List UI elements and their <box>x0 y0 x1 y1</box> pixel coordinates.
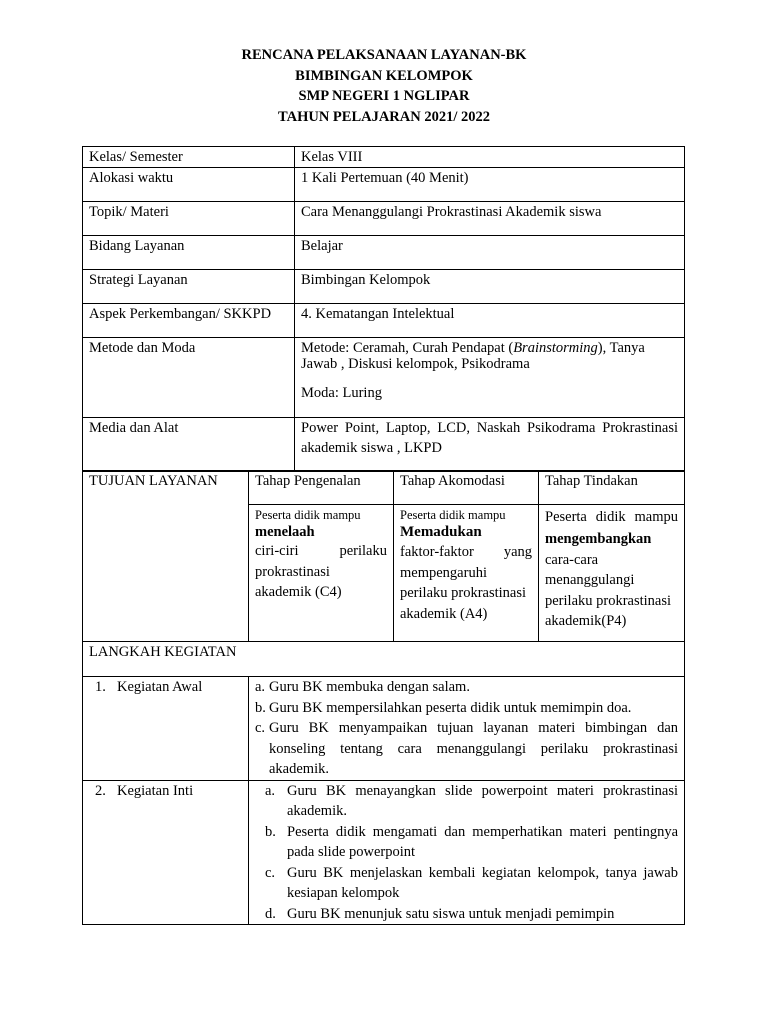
header-title: RENCANA PELAKSANAAN LAYANAN-BK <box>241 47 527 63</box>
list-text: Guru BK menayangkan slide powerpoint materi prokrastinasi akademik. <box>287 782 678 819</box>
table-row <box>83 202 685 236</box>
media-label: Media dan Alat <box>83 418 295 472</box>
metode-label: Metode dan Moda <box>83 338 295 418</box>
header-school: SMP NEGERI 1 NGLIPAR <box>298 88 470 104</box>
moda-value: Moda: Luring <box>301 385 382 401</box>
table-row <box>83 236 685 270</box>
kegiatan-awal-items <box>249 677 685 781</box>
kelas-value: Kelas VIII <box>295 147 685 168</box>
topik-label: Topik/ Materi <box>83 202 295 236</box>
list-marker: a. <box>265 782 276 799</box>
table-row <box>83 780 685 924</box>
list-marker: d. <box>265 905 276 922</box>
list-text: Guru BK menunjuk satu siswa untuk menjadi pemimpin <box>287 905 615 922</box>
list-text: Guru BK mempersilahkan peserta didik untuk memimpin doa. <box>269 699 632 716</box>
metode-value: Metode: Ceramah, Curah Pendapat (Brainstorming), Tanya Jawab , Diskusi kelompok, Psikodrama <box>301 340 645 372</box>
table-row <box>83 677 685 781</box>
aspek-label: Aspek Perkembangan/ SKKPD <box>83 304 295 338</box>
list-text: Guru BK menjelaskan kembali kegiatan kelompok, tanya jawab kesiapan kelompok <box>287 864 678 901</box>
media-value: Power Point, Laptop, LCD, Naskah Psikodrama Prokrastinasi akademik siswa , LKPD <box>295 418 685 472</box>
strategi-label: Strategi Layanan <box>83 270 295 304</box>
goal-pengenalan: Peserta didik mampu menelaah ciri-ciri perilaku prokrastinasi akademik (C4) <box>249 505 394 642</box>
header-subtitle: BIMBINGAN KELOMPOK <box>295 67 473 84</box>
kelas-label: Kelas/ Semester <box>83 147 295 168</box>
table-row <box>83 168 685 202</box>
info-table <box>82 146 685 472</box>
stage-pengenalan: Tahap Pengenalan <box>249 471 394 505</box>
awal-list <box>255 677 678 780</box>
kegiatan-awal-label: 1. Kegiatan Awal <box>83 677 249 781</box>
list-item <box>255 863 678 904</box>
table-row <box>83 418 685 472</box>
aspek-value: 4. Kematangan Intelektual <box>295 304 685 338</box>
list-marker: b. <box>255 699 266 716</box>
stage-akomodasi: Tahap Akomodasi <box>394 471 539 505</box>
bidang-label: Bidang Layanan <box>83 236 295 270</box>
list-item <box>255 822 678 863</box>
alokasi-value: 1 Kali Pertemuan (40 Menit) <box>295 168 685 202</box>
list-text: Peserta didik mengamati dan memperhatikan materi pentingnya pada slide powerpoint <box>287 823 678 860</box>
inti-list <box>255 781 678 924</box>
list-marker: a. <box>255 679 266 695</box>
brainstorming-term: Brainstorming <box>513 340 598 356</box>
goals-label: TUJUAN LAYANAN <box>83 471 249 642</box>
topik-value: Cara Menanggulangi Prokrastinasi Akademik siswa <box>295 202 685 236</box>
goals-table <box>82 470 685 677</box>
list-text: Guru BK menyampaikan tujuan layanan materi bimbingan dan konseling tentang cara menanggulangi perilaku prokrastinasi akademik. <box>269 720 678 777</box>
bidang-value: Belajar <box>295 236 685 270</box>
list-item <box>255 677 678 698</box>
table-row <box>83 338 685 418</box>
steps-table <box>82 676 685 925</box>
table-row <box>83 147 685 168</box>
list-item <box>255 904 678 924</box>
metode-value-cell <box>295 338 685 418</box>
goal-akomodasi: Peserta didik mampu Memadukan faktor-faktor yang mempengaruhi perilaku prokrastinasi akademik (A4) <box>394 505 539 642</box>
stage-tindakan: Tahap Tindakan <box>539 471 685 505</box>
table-row <box>83 304 685 338</box>
table-row <box>83 270 685 304</box>
strategi-value: Bimbingan Kelompok <box>295 270 685 304</box>
list-item <box>255 698 678 719</box>
kegiatan-inti-items <box>249 780 685 924</box>
list-item <box>255 718 678 780</box>
kegiatan-inti-label: 2. Kegiatan Inti <box>83 780 249 924</box>
goal-tindakan: Peserta didik mampu mengembangkan cara-cara menanggulangi perilaku prokrastinasi akademik(P4) <box>539 505 685 642</box>
table-row <box>83 471 685 505</box>
list-marker: c. <box>255 720 266 736</box>
list-marker: b. <box>265 823 276 840</box>
header-year: TAHUN PELAJARAN 2021/ 2022 <box>278 108 490 125</box>
alokasi-label: Alokasi waktu <box>83 168 295 202</box>
list-text: Guru BK membuka dengan salam. <box>269 679 470 695</box>
document-header <box>0 45 768 127</box>
steps-label: LANGKAH KEGIATAN <box>83 642 685 677</box>
table-row <box>83 642 685 677</box>
list-item <box>255 781 678 822</box>
list-marker: c. <box>265 864 276 881</box>
